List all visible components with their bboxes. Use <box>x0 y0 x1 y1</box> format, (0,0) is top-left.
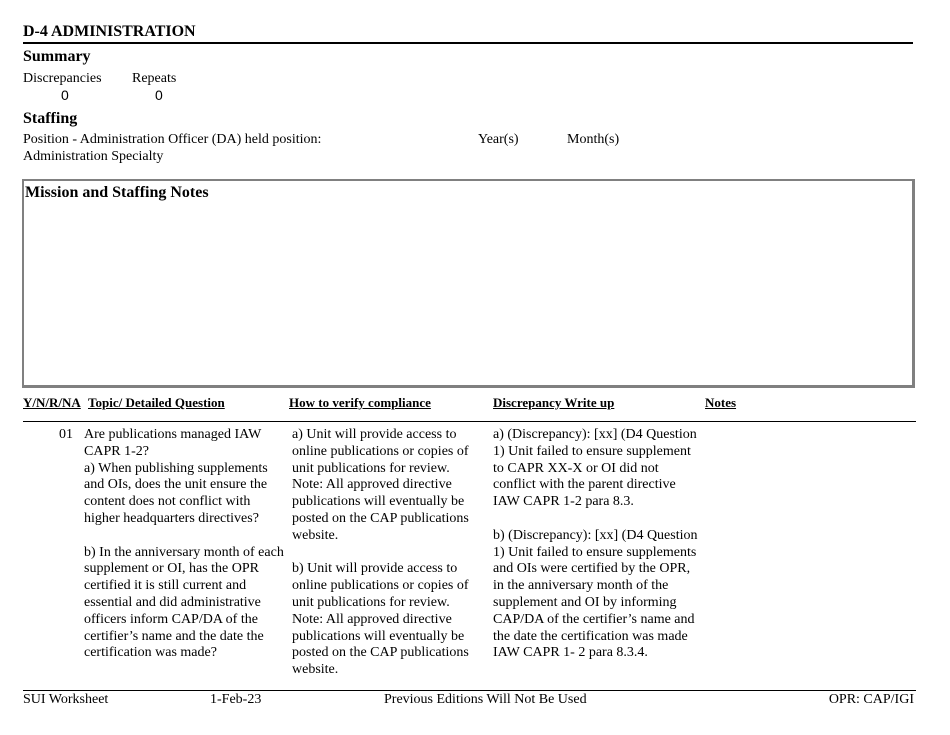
page-title: D-4 ADMINISTRATION <box>23 23 196 40</box>
mission-notes-box[interactable] <box>22 179 915 388</box>
footer-divider <box>23 690 916 691</box>
title-divider <box>23 42 913 44</box>
discrepancies-value: 0 <box>61 87 69 103</box>
footer-opr: OPR: CAP/IGI <box>828 692 914 707</box>
header-verify: How to verify compliance <box>289 395 431 410</box>
header-discrepancy: Discrepancy Write up <box>493 395 615 410</box>
discrepancy-a: a) (Discrepancy): [xx] (D4 Question 1) Unit failed to ensure supplement to CAPR XX-X or OI did not conflict with the parent directive IAW CAPR 1-2 para 8.3. <box>493 427 697 510</box>
header-topic: Topic/ Detailed Question <box>88 395 225 410</box>
verify-cell <box>292 427 482 679</box>
discrepancies-label: Discrepancies <box>23 71 102 86</box>
specialty-line: Administration Specialty <box>23 149 164 164</box>
question-b: b) In the anniversary month of each supplement or OI, has the OPR certified it is still current and essential and did administrative officers inform CAP/DA of the certifier’s name and the date the certification was made? <box>84 544 284 661</box>
years-label: Year(s) <box>478 132 519 147</box>
question-a: a) When publishing supplements and OIs, does the unit ensure the content does not conflict with higher headquarters directives? <box>84 460 268 526</box>
verify-b: b) Unit will provide access to online publications or copies of unit publications for review. Note: All approved directive publications will eventually be posted on the CAP publications website. <box>292 561 469 678</box>
question-cell <box>84 427 286 662</box>
discrepancy-cell <box>493 427 703 662</box>
header-notes: Notes <box>705 395 737 410</box>
months-label: Month(s) <box>567 132 620 147</box>
footer-worksheet: SUI Worksheet <box>23 692 109 707</box>
mission-notes-title: Mission and Staffing Notes <box>25 184 209 201</box>
footer-date: 1-Feb-23 <box>210 692 262 707</box>
repeats-label: Repeats <box>132 71 177 86</box>
staffing-heading: Staffing <box>23 110 78 127</box>
verify-a: a) Unit will provide access to online publications or copies of unit publications for review. Note: All approved directive publications will eventually be posted on the CAP publications website. <box>292 427 469 543</box>
header-ynrna: Y/N/R/NA <box>23 395 81 410</box>
repeats-value: 0 <box>155 87 163 103</box>
table-header-divider <box>23 421 916 422</box>
position-line: Position - Administration Officer (DA) held position: <box>23 132 322 147</box>
summary-heading: Summary <box>23 48 91 65</box>
discrepancy-b: b) (Discrepancy): [xx] (D4 Question 1) Unit failed to ensure supplements and OIs were certified by the OPR, in the anniversary month of the supplement and OI by informing CAP/DA of the certifier’s name and the date the certification was made IAW CAPR 1- 2 para 8.3.4. <box>493 527 698 661</box>
row-number: 01 <box>59 427 73 442</box>
question-intro: Are publications managed IAW CAPR 1-2? <box>84 427 262 459</box>
footer-editions-note: Previous Editions Will Not Be Used <box>384 692 587 707</box>
